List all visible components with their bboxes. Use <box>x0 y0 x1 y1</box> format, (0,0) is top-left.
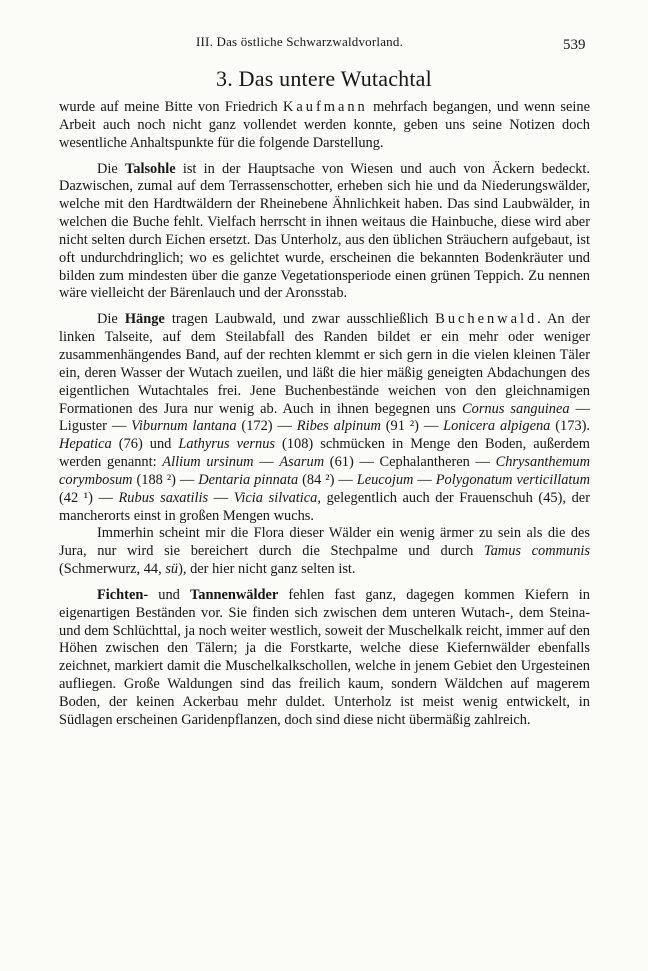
paragraph-nadelwald <box>59 587 590 730</box>
paragraph-gap <box>59 303 590 311</box>
text-run: , gelegentlich auch der Frauenschuh (45), der mancherorts einst in großen Mengen wuchs. <box>59 489 590 524</box>
paragraph-haenge <box>59 311 590 525</box>
text-run: — <box>208 489 234 506</box>
text-run: — Liguster — <box>59 400 590 435</box>
keyword-fichten: Fichten- <box>97 586 149 603</box>
species-name: Tamus communis <box>483 543 590 560</box>
species-name: Dentaria pinnata <box>198 471 299 488</box>
species-name: Chrysanthemum corymbosum <box>59 454 590 488</box>
species-name: Rubus saxatilis <box>118 489 209 506</box>
species-name: Cornus sanguinea <box>462 400 570 417</box>
species-name: Polygonatum verticillatum <box>435 471 590 488</box>
species-name: Leucojum <box>356 471 414 488</box>
paragraph-flora <box>59 525 590 579</box>
text-run: (84 ²) — <box>298 471 357 488</box>
text-run: Die <box>97 311 125 328</box>
text-run: . An der linken Talseite, auf dem Steilabfall des Randen bildet er ein mehr oder weniger zusammenhängendes Band, auf der rechten klemmt er sich gern in die vielen kleinen Täler ein, deren Wasser der Wutach zueilen, und läßt die hier mäßig geneigten Abdachungen des eigentlichen Wutachtales frei. Jene Buchenbestände weichen von den gleichnamigen Formationen des Jura nur wenig ab. Auch in ihnen begegnen uns <box>59 311 590 417</box>
text-run: ), der hier nicht ganz selten ist. <box>178 561 356 578</box>
text-run: (42 ¹) — <box>59 489 119 506</box>
spaced-term: Buchenwald <box>435 311 538 328</box>
species-name: Viburnum lantana <box>131 418 237 435</box>
text-run: — <box>253 454 280 471</box>
species-name: Lonicera alpigena <box>443 418 551 435</box>
species-name: Ribes alpinum <box>296 418 381 435</box>
page-number: 539 <box>563 37 586 53</box>
text-run: (61) — Cephalantheren — <box>324 454 496 471</box>
text-run: fehlen fast ganz, dagegen kommen Kiefern in eigenartigen Beständen vor. Sie finden sich zwischen dem unteren Wutach-, dem Steina- und dem Schlüchttal, ja noch weiter westlich, soweit der Muschelkalk reicht, immer auf den Höhen zwischen den Tälern; ja die Forstkarte, welche diese Kiefernwälder ebenfalls zeichnet, markiert damit die Muschelkalkschollen, welche in jenem Gebiet den Urgesteinen aufliegen. Große Waldungen sind das freilich kaum, sondern Wäldchen auf magerem Boden, der keinen Ackerbau mehr duldet. Unterholz ist meist wenig entwickelt, in Südlagen erscheinen Garidenpflanzen, doch sind diese nicht übermäßig zahlreich. <box>59 586 590 728</box>
species-name: Allium ursinum <box>162 454 254 471</box>
species-name: Vicia silvatica <box>233 489 318 506</box>
species-name: Asarum <box>279 454 325 471</box>
text-run: (108) schmücken in Menge den Boden, außerdem werden genannt: <box>59 436 590 471</box>
keyword-tannenwaelder: Tannenwälder <box>189 586 279 603</box>
text-run: Die <box>97 160 125 177</box>
running-title: III. Das östliche Schwarzwaldvorland. <box>196 34 404 49</box>
text-run: wurde auf meine Bitte von Friedrich <box>59 99 284 115</box>
paragraph-gap <box>59 153 590 161</box>
text-run: (173). <box>550 418 591 435</box>
text-run: Immerhin scheint mir die Flora dieser Wälder ein wenig ärmer zu sein als die des Jura, nur wird sie bereichert durch die Stechpalme und durch <box>59 525 590 560</box>
abbreviation: sü <box>165 561 179 578</box>
author-name: Kaufmann <box>283 99 368 115</box>
paragraph-gap <box>59 579 590 587</box>
text-run: (188 ²) — <box>132 471 199 488</box>
species-name: Lathyrus vernus <box>178 436 275 453</box>
keyword-haenge: Hänge <box>124 311 165 328</box>
text-run: (172) — <box>236 418 297 435</box>
species-name: Hepatica <box>59 436 112 453</box>
text-run: tragen Laubwald, und zwar ausschließlich <box>164 311 436 328</box>
text-run: (Schmerwurz, 44, <box>59 561 166 578</box>
text-run: (91 ²) — <box>380 418 444 435</box>
running-head <box>0 34 648 56</box>
text-run: und <box>148 586 190 603</box>
text-run: (76) und <box>111 436 179 453</box>
paragraph-continuation <box>59 99 590 153</box>
section-heading: 3. Das untere Wutachtal <box>216 66 432 91</box>
body-text <box>59 99 590 730</box>
paragraph-talsohle <box>59 161 590 304</box>
text-run: — <box>413 471 436 488</box>
text-run: ist in der Hauptsache von Wiesen und auch von Äckern bedeckt. Dazwischen, zumal auf dem Terrassenschotter, erheben sich hie und da Niederungswälder, welche mit den Hardtwäldern der Rheinebene Ähnlichkeit haben. Das sind Laubwälder, in welchen die Buche fehlt. Vielfach herrscht in ihnen weitaus die Hainbuche, diese wird aber nicht selten durch Eichen ersetzt. Das Unterholz, aus den üblichen Sträuchern aufgebaut, ist oft undurchdringlich; wo es gelichtet wurde, erscheinen die bekannten Bodenkräuter und bilden zum mindesten über die ganze Vegetationsperiode einen grünen Teppich. Zu nennen wäre vielleicht der Bärenlauch und der Aronsstab. <box>59 160 590 302</box>
text-run: mehrfach begangen, und wenn seine Arbeit auch noch nicht ganz vollendet werden konnte, geben uns seine Notizen doch wesentliche Anhaltspunkte für die folgende Darstellung. <box>59 99 590 151</box>
keyword-talsohle: Talsohle <box>124 160 176 177</box>
